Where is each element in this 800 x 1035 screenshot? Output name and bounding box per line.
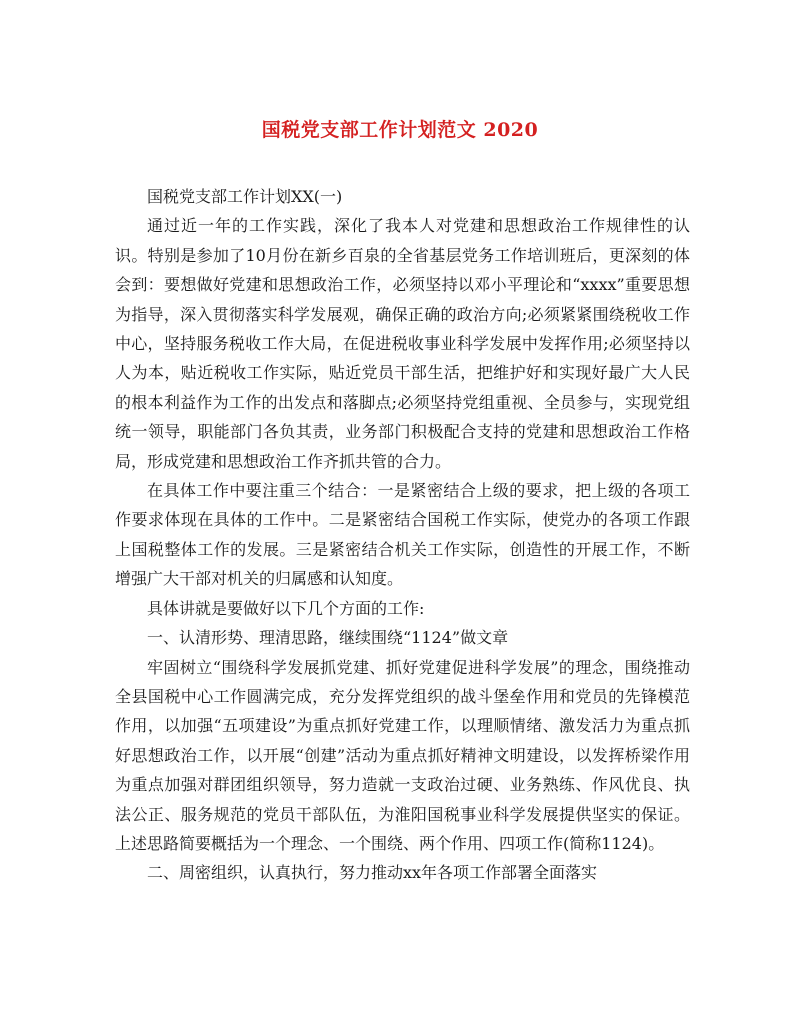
paragraph: 通过近一年的工作实践，深化了我本人对党建和思想政治工作规律性的认识。特别是参加了10月份在新乡百泉的全省基层党务工作培训班后，更深刻的体会到：要想做好党建和思想政治工作，必须坚持以邓小平理论和“xxxx”重要思想为指导，深入贯彻落实科学发展观，确保正确的政治方向;必须紧紧围绕税收工作中心，坚持服务税收工作大局，在促进税收事业科学发展中发挥作用;必须坚持以人为本，贴近税收工作实际，贴近党员干部生活，把维护好和实现好最广大人民的根本利益作为工作的出发点和落脚点;必须坚持党组重视、全员参与，实现党组统一领导，职能部门各负其责，业务部门积极配合支持的党建和思想政治工作格局，形成党建和思想政治工作齐抓共管的合力。 — [115, 216, 690, 471]
document-body — [115, 182, 690, 888]
section-heading: 二、周密组织，认真执行，努力推动xx年各项工作部署全面落实 — [147, 863, 598, 883]
paragraph: 在具体工作中要注重三个结合：一是紧密结合上级的要求，把上级的各项工作要求体现在具体的工作中。二是紧密结合国税工作实际，使党办的各项工作跟上国税整体工作的发展。三是紧密结合机关工作实际，创造性的开展工作，不断增强广大干部对机关的归属感和认知度。 — [115, 481, 690, 589]
section-heading: 国税党支部工作计划XX(一) — [147, 187, 343, 206]
section-heading: 一、认清形势、理清思路，继续围绕“1124”做文章 — [147, 628, 509, 648]
document-title: 国税党支部工作计划范文 2020 — [261, 119, 539, 141]
paragraph: 牢固树立“围绕科学发展抓党建、抓好党建促进科学发展”的理念，围绕推动全县国税中心工作圆满完成，充分发挥党组织的战斗堡垒作用和党员的先锋模范作用，以加强“五项建设”为重点抓好党建工作，以理顺情绪、激发活力为重点抓好思想政治工作，以开展“创建”活动为重点抓好精神文明建设，以发挥桥梁作用为重点加强对群团组织领导，努力造就一支政治过硬、业务熟练、作风优良、执法公正、服务规范的党员干部队伍，为淮阳国税事业科学发展提供坚实的保证。上述思路简要概括为一个理念、一个围绕、两个作用、四项工作(简称1124)。 — [115, 657, 690, 853]
paragraph: 具体讲就是要做好以下几个方面的工作: — [147, 598, 425, 618]
